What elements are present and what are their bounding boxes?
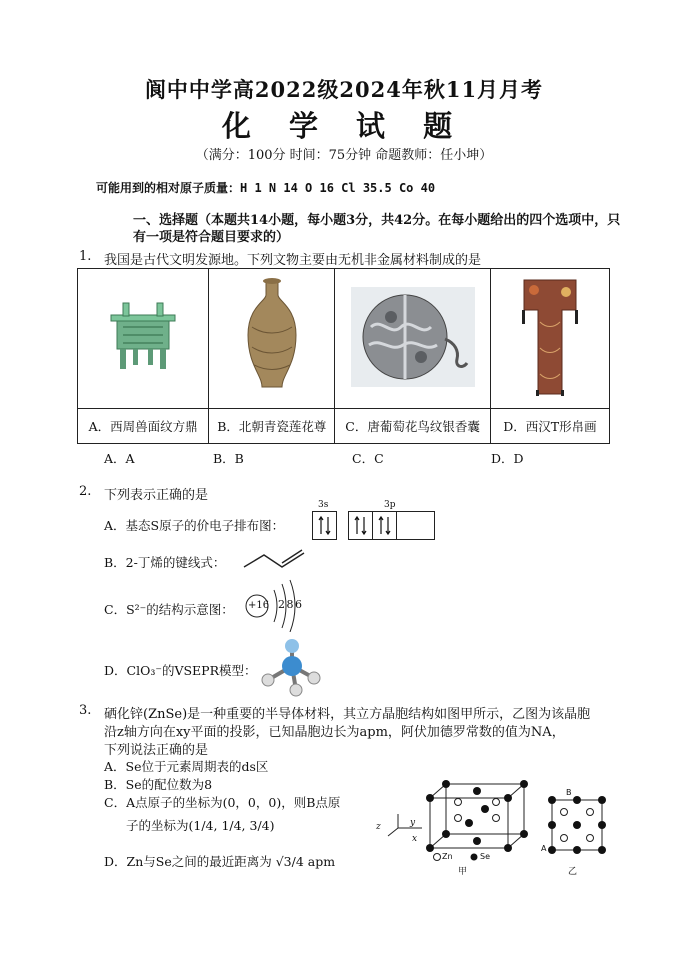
nucleus-charge: +16 [248, 600, 270, 611]
q3-option-d: D．Zn与Se之间的最近距离为 √3/4 apm [104, 854, 336, 869]
relic-label-c: C．唐葡萄花鸟纹银香囊 [335, 409, 491, 444]
q1-choice-c: C．C [352, 451, 384, 466]
relic-label-b: B．北朝青瓷莲花尊 [209, 409, 335, 444]
section-heading: 一、选择题（本题共14小题，每小题3分，共42分。在每小题给出的四个选项中，只有一项是符合题目要求的） [133, 213, 621, 245]
exam-title: 阆中中学高2022级2024年秋11月月考 [144, 77, 544, 102]
point-b-label: B [566, 788, 572, 797]
bronze-ding-icon [103, 301, 183, 373]
q3-option-a: A．Se位于元素周期表的ds区 [104, 759, 269, 774]
subject-title: 化 学 试 题 [221, 109, 467, 143]
exam-meta: （满分：100分 时间：75分钟 命题教师：任小坤） [195, 148, 493, 163]
q3-option-c-line2: 子的坐标为(1/4, 1/4, 3/4) [126, 818, 275, 833]
celadon-vase-icon [246, 277, 298, 397]
q2-option-b: B．2-丁烯的键线式： [104, 555, 226, 570]
relic-label-a: A．西周兽面纹方鼎 [78, 409, 209, 444]
q1-choice-b: B．B [213, 451, 244, 466]
q1-stem: 我国是古代文明发源地。下列文物主要由无机非金属材料制成的是 [104, 253, 482, 268]
orbital-3s-label: 3s [318, 500, 329, 510]
crystal-cell-jia-figure [378, 770, 528, 852]
relic-cell-d [490, 269, 609, 409]
axis-x-label: x [412, 834, 418, 844]
q1-relic-table [77, 268, 610, 444]
relic-cell-c [335, 269, 491, 409]
point-a-label: A [541, 844, 547, 853]
atomic-masses: 可能用到的相对原子质量：H 1 N 14 O 16 Cl 35.5 Co 40 [96, 181, 436, 195]
silver-sachet-icon [351, 287, 475, 387]
silk-painting-icon [522, 278, 578, 396]
figure-jia-caption: 甲 [458, 867, 468, 877]
axis-z-label: z [376, 822, 381, 832]
orbital-3p-label: 3p [384, 500, 396, 510]
q3-number: 3. [79, 703, 92, 718]
q3-stem-line2: 沿z轴方向在xy平面的投影，已知晶胞边长为apm，阿伏加德罗常数的值为NA， [104, 725, 565, 740]
q3-stem-line1: 硒化锌(ZnSe)是一种重要的半导体材料，其立方晶胞结构如图甲所示，乙图为该晶胞 [104, 707, 591, 722]
q3-stem-line3: 下列说法正确的是 [104, 743, 209, 758]
q2-option-a: A．基态S原子的价电子排布图： [104, 518, 285, 533]
q2-option-d: D．ClO₃⁻的VSEPR模型： [104, 663, 257, 678]
relic-label-d: D．西汉T形帛画 [490, 409, 609, 444]
q2-stem: 下列表示正确的是 [104, 488, 209, 503]
q1-number: 1. [79, 249, 92, 264]
q2-option-c: C．S²⁻的结构示意图： [104, 602, 234, 617]
q2-number: 2. [79, 484, 92, 499]
relic-cell-b [209, 269, 335, 409]
axis-y-label: y [410, 818, 416, 828]
butene-skeletal-icon [242, 547, 308, 571]
orbital-diagram [312, 511, 436, 541]
figure-yi-caption: 乙 [568, 867, 578, 877]
relic-cell-a [78, 269, 209, 409]
q3-option-b: B．Se的配位数为8 [104, 777, 213, 792]
legend-zn: Zn [442, 852, 453, 861]
q3-option-c-line1: C．A点原子的坐标为(0，0，0)，则B点原 [104, 795, 341, 810]
vsepr-model-icon [256, 636, 322, 698]
legend-se: Se [480, 852, 490, 861]
electron-shells: 2 8 6 [278, 598, 301, 611]
q1-choice-d: D．D [491, 451, 524, 466]
crystal-projection-yi-figure [546, 794, 608, 856]
q1-choice-a: A．A [104, 451, 135, 466]
